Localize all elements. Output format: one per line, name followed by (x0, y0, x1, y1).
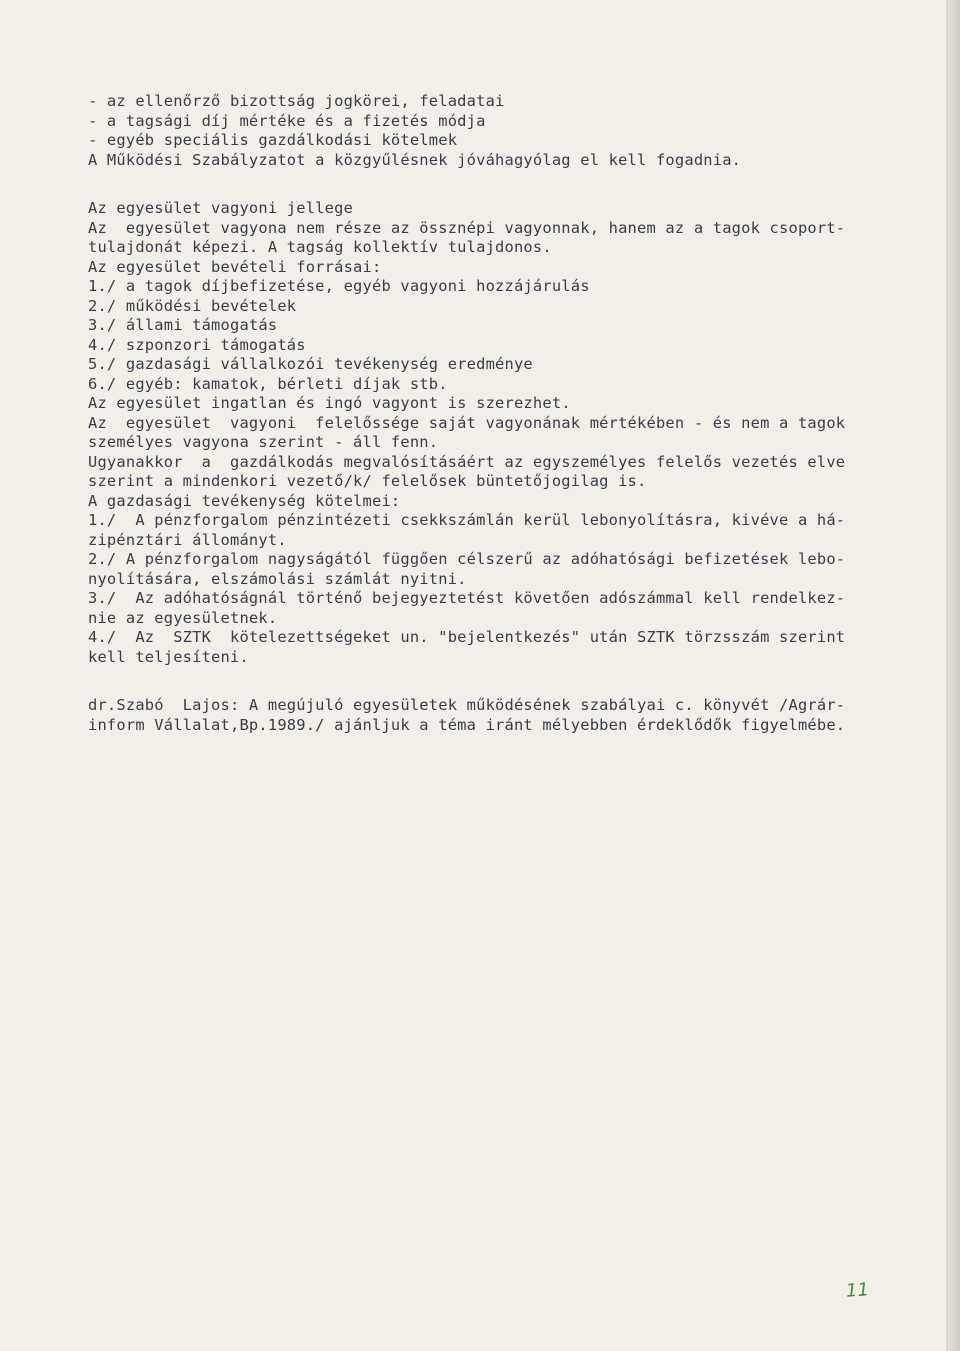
list-item: 4./ Az SZTK kötelezettségeket un. "bejelentkezés" után SZTK törzsszám szerint (88, 628, 846, 646)
text-line: - egyéb speciális gazdálkodási kötelmek (88, 131, 458, 149)
text-line: A Működési Szabályzatot a közgyűlésnek jóváhagyólag el kell fogadnia. (88, 150, 742, 169)
page-edge-shadow (948, 0, 960, 1351)
list-item: 3./ állami támogatás (88, 316, 278, 334)
list-item: 5./ gazdasági vállalkozói tevékenység eredménye (88, 355, 533, 373)
list-item: 2./ működési bevételek (88, 296, 297, 315)
text-line: tulajdonát képezi. A tagság kollektív tulajdonos. (88, 238, 552, 256)
text-line: zipénztári állományt. (88, 530, 287, 549)
reference-line: inform Vállalat,Bp.1989./ ajánljuk a téma iránt mélyebben érdeklődők figyelmébe. (88, 715, 846, 734)
text-line: - a tagsági díj mértéke és a fizetés módja (88, 111, 486, 130)
text-line: Az egyesület vagyoni felelőssége saját vagyonának mértékében - és nem a tagok (88, 413, 846, 432)
list-item: 6./ egyéb: kamatok, bérleti díjak stb. (88, 374, 448, 393)
list-item: 4./ szponzori támogatás (88, 335, 306, 354)
list-item: 2./ A pénzforgalom nagyságától függően célszerű az adóhatósági befizetések lebo- (88, 550, 846, 568)
list-item: 3./ Az adóhatóságnál történő bejegyeztetést követően adószámmal kell rendelkez- (88, 589, 846, 607)
text-line: Az egyesület bevételi forrásai: (88, 257, 382, 276)
text-line: - az ellenőrző bizottság jogkörei, feladatai (88, 92, 505, 110)
document-body (88, 92, 888, 735)
text-line: Az egyesület ingatlan és ingó vagyont is szerezhet. (88, 394, 571, 412)
text-line: Ugyanakkor a gazdálkodás megvalósításáért az egyszemélyes felelős vezetés elve (88, 452, 846, 471)
section-heading: Az egyesület vagyoni jellege (88, 199, 354, 217)
page-number: 11 (845, 1279, 870, 1302)
text-line: kell teljesíteni. (88, 647, 249, 666)
list-item: 1./ A pénzforgalom pénzintézeti csekkszámlán kerül lebonyolításra, kivéve a há- (88, 511, 846, 529)
text-line: nie az egyesületnek. (88, 608, 278, 627)
text-line: szerint a mindenkori vezető/k/ felelősek büntetőjogilag is. (88, 472, 647, 490)
list-item: 1./ a tagok díjbefizetése, egyéb vagyoni hozzájárulás (88, 277, 590, 295)
text-line: személyes vagyona szerint - áll fenn. (88, 433, 439, 451)
paragraph-gap (88, 667, 888, 696)
text-line: nyolítására, elszámolási számlát nyitni. (88, 569, 467, 588)
text-line: A gazdasági tevékenység kötelmei: (88, 491, 401, 510)
text-line: Az egyesület vagyona nem része az össznépi vagyonnak, hanem az a tagok csoport- (88, 218, 846, 237)
paragraph-gap (88, 170, 888, 199)
reference-line: dr.Szabó Lajos: A megújuló egyesületek működésének szabályai c. könyvét /Agrár- (88, 696, 846, 714)
